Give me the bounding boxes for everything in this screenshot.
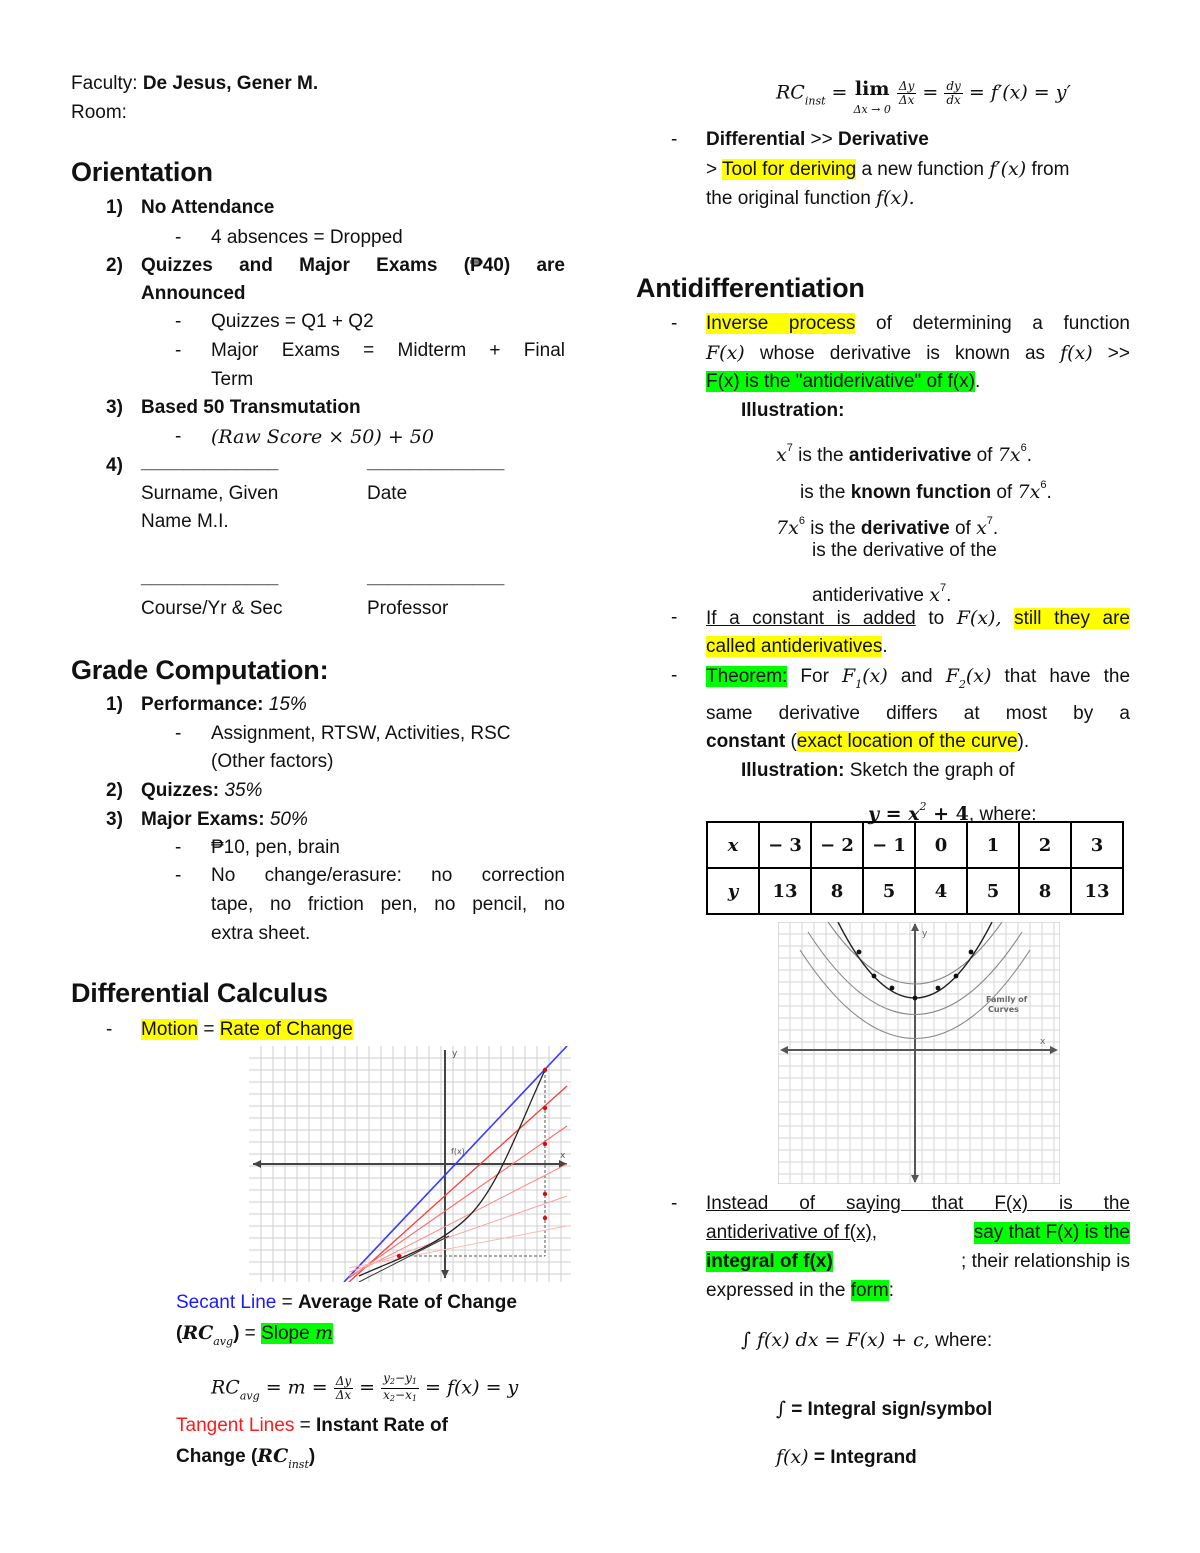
orientation-subitem: 4 absences = Dropped	[211, 227, 403, 248]
table-cell: 2	[1019, 822, 1071, 868]
orientation-subitem: Major Exams = Midterm + Final	[211, 340, 565, 361]
family-of-curves-graph	[778, 922, 1060, 1184]
point-marker	[872, 974, 877, 979]
table-cell: 5	[967, 868, 1019, 914]
orientation-subitem-cont: Term	[211, 369, 254, 390]
signature-label: Surname, Given	[141, 483, 279, 504]
signature-blank: _____________	[367, 452, 505, 473]
grade-item: Major Exams: 50%	[141, 809, 308, 830]
faculty-label: Faculty:	[71, 73, 138, 94]
legend-text: Family of	[986, 995, 1028, 1004]
signature-label: Course/Yr & Sec	[141, 598, 283, 619]
y-label: y	[922, 929, 928, 939]
secant-tangent-graph	[249, 1046, 571, 1282]
instead-line-2: antiderivative of f(x), say that F(x) is the	[706, 1222, 1130, 1243]
instead-line: Instead of saying that F(x) is the	[706, 1193, 1130, 1214]
illustration-line-1: $x^7$ is the antiderivative of $7x^6$.	[776, 442, 1032, 466]
secant-line-text: Secant Line = Average Rate of Change	[176, 1292, 517, 1313]
orientation-heading: Orientation	[71, 157, 213, 187]
orientation-subitem: Quizzes = Q1 + Q2	[211, 311, 374, 332]
tangent-line-text: Tangent Lines = Instant Rate of	[176, 1415, 448, 1436]
orientation-item: No Attendance	[141, 197, 275, 218]
signature-label: Name M.I.	[141, 511, 229, 532]
integral-sign-line: ∫ = Integral sign/symbol	[776, 1398, 993, 1420]
signature-blank: _____________	[141, 567, 279, 588]
integrand-line: f(x) = Integrand	[776, 1446, 917, 1468]
faculty-line	[71, 73, 318, 95]
dash: -	[175, 723, 182, 744]
point-marker	[969, 950, 974, 955]
dash: -	[175, 837, 182, 858]
x-label: x	[1040, 1037, 1046, 1047]
grade-subitem-cont: (Other factors)	[211, 751, 334, 772]
dash: -	[175, 340, 182, 361]
signature-blank: _____________	[367, 567, 505, 588]
list-number: 2)	[106, 780, 123, 801]
table-cell: 8	[811, 868, 863, 914]
grade-item: Performance: 15%	[141, 694, 307, 715]
table-cell: 13	[759, 868, 811, 914]
table-cell: 4	[915, 868, 967, 914]
list-number: 2)	[106, 255, 123, 276]
signature-blank: _____________	[141, 452, 279, 473]
dash: -	[671, 1193, 678, 1214]
list-number: 1)	[106, 197, 123, 218]
instant-rate-formula: $RC_{inst} = \lim$ Δx → 0 $\frac{\Delta y}{\Delta x}$ = $\frac{dy}{dx}$ = f′(x) = y′	[776, 78, 1071, 116]
list-number: 1)	[106, 694, 123, 715]
avg-rate-formula: $RC_{avg} = m$ = $\frac{\Delta y}{\Delta x}$ = $\frac{y_2-y_1}{x_2-x_1}$ = f(x) = y	[211, 1371, 519, 1403]
transmutation-formula: (Raw Score × 50) + 50	[211, 426, 434, 448]
theorem-line: Theorem: For $F_1(x)$ and $F_2(x)$ that have the	[706, 665, 1131, 691]
dash: -	[175, 426, 182, 447]
table-row	[707, 822, 1123, 868]
dash: -	[671, 665, 678, 686]
list-number: 4)	[106, 455, 123, 476]
constant-line-2: called antiderivatives.	[706, 636, 888, 657]
grade-subitem-cont: tape, no friction pen, no pencil, no	[211, 894, 565, 915]
point-marker	[890, 986, 895, 991]
theorem-line-3: constant (exact location of the curve).	[706, 731, 1030, 752]
grade-subitem: ₱10, pen, brain	[211, 837, 340, 858]
parabola-equation: $y = x^2 + 4$, where:	[868, 800, 1037, 825]
table-header: x	[707, 822, 759, 868]
dash: -	[671, 313, 678, 334]
theorem-line-2: same derivative differs at most by a	[706, 703, 1130, 724]
instead-line-4: expressed in the form:	[706, 1280, 894, 1301]
list-number: 3)	[106, 809, 123, 830]
inverse-line-2: F(x) whose derivative is known as f(x) >>	[706, 342, 1130, 364]
grade-heading: Grade Computation:	[71, 655, 329, 685]
motion-line: Motion = Rate of Change	[141, 1019, 353, 1040]
table-cell: 3	[1071, 822, 1123, 868]
grade-subitem: Assignment, RTSW, Activities, RSC	[211, 723, 511, 744]
rc-avg-line: $(RC_{avg})$ = Slope m	[176, 1322, 333, 1348]
orientation-item: Based 50 Transmutation	[141, 397, 361, 418]
dash: -	[106, 1019, 113, 1040]
x-label: x	[560, 1151, 566, 1161]
table-row	[707, 868, 1123, 914]
constant-line: If a constant is added to F(x), still they are	[706, 607, 1130, 629]
grade-subitem-cont: extra sheet.	[211, 923, 311, 944]
tool-line-cont: the original function f(x).	[706, 187, 915, 209]
signature-label: Date	[367, 483, 408, 504]
table-cell: 1	[967, 822, 1019, 868]
differential-derivative-line: Differential >> Derivative	[706, 129, 929, 150]
differential-heading: Differential Calculus	[71, 978, 328, 1008]
tool-line: > Tool for deriving a new function f′(x) from	[706, 158, 1070, 180]
illustration-2-line: Illustration: Sketch the graph of	[741, 760, 1015, 781]
illustration-line-2: is the known function of $7x^6$.	[800, 479, 1052, 503]
dash: -	[671, 129, 678, 150]
inverse-line-3: F(x) is the "antiderivative" of f(x).	[706, 371, 981, 392]
signature-label: Professor	[367, 598, 449, 619]
inverse-line: Inverse process of determining a function	[706, 313, 1130, 334]
dash: -	[175, 311, 182, 332]
point-marker	[397, 1254, 401, 1258]
grade-item: Quizzes: 35%	[141, 780, 263, 801]
antidifferentiation-heading: Antidifferentiation	[636, 273, 865, 303]
table-cell: − 1	[863, 822, 915, 868]
dash: -	[175, 865, 182, 886]
values-table	[706, 821, 1124, 915]
point-marker	[543, 1068, 547, 1072]
tangent-line-text-cont: Change $(RC_{inst})$	[176, 1445, 316, 1471]
point-marker	[543, 1106, 547, 1110]
room-label: Room:	[71, 102, 127, 123]
integral-equation: ∫ f(x) dx = F(x) + c, where:	[741, 1329, 993, 1351]
legend-text: Curves	[988, 1005, 1019, 1014]
orientation-item-cont: Announced	[141, 283, 246, 304]
table-header: y	[707, 868, 759, 914]
table-cell: 5	[863, 868, 915, 914]
dash: -	[671, 607, 678, 628]
table-cell: − 3	[759, 822, 811, 868]
faculty-name: De Jesus, Gener M.	[142, 73, 319, 94]
point-marker	[543, 1216, 547, 1220]
y-label: y	[452, 1049, 458, 1059]
table-cell: − 2	[811, 822, 863, 868]
table-cell: 13	[1071, 868, 1123, 914]
orientation-item: Quizzes and Major Exams (₱40) are	[141, 255, 565, 276]
point-marker	[857, 950, 862, 955]
point-marker	[913, 996, 918, 1001]
list-number: 3)	[106, 397, 123, 418]
illustration-line-5: antiderivative $x^7$.	[812, 582, 952, 606]
dash: -	[175, 227, 182, 248]
illustration-line-3: $7x^6$ is the derivative of $x^7$.	[776, 515, 999, 539]
table-cell: 8	[1019, 868, 1071, 914]
point-marker	[954, 974, 959, 979]
table-cell: 0	[915, 822, 967, 868]
fx-label: f(x)	[451, 1147, 465, 1156]
point-marker	[543, 1142, 547, 1146]
grade-subitem: No change/erasure: no correction	[211, 865, 565, 886]
instead-line-3: integral of f(x) ; their relationship is	[706, 1251, 1130, 1272]
illustration-line-4: is the derivative of the	[812, 540, 997, 561]
point-marker	[543, 1192, 547, 1196]
point-marker	[936, 986, 941, 991]
illustration-label: Illustration:	[741, 400, 845, 421]
